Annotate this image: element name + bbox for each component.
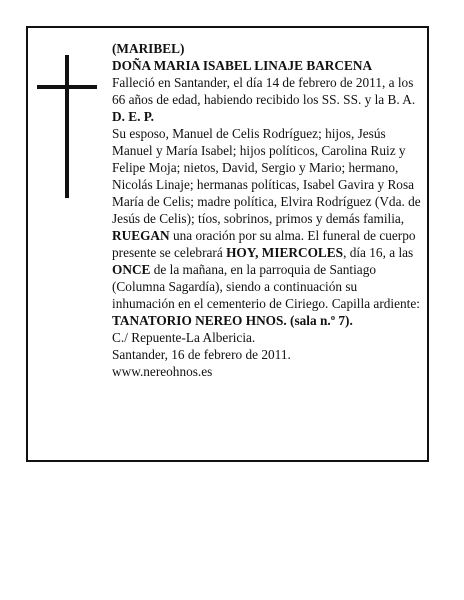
request-verb: RUEGAN (112, 228, 170, 243)
chapel-address: C./ Repuente-La Albericia. (112, 330, 256, 345)
funeral-details (112, 227, 422, 329)
rest-in-peace: D. E. P. (112, 109, 154, 124)
request-text-3: de la mañana, en la parroquia de Santiago (Columna Sagardía), siendo a continuación su inhumación en el cementerio de Ciriego. Capilla ardiente: (112, 262, 420, 311)
cross-icon (65, 55, 69, 198)
obituary-text (112, 40, 422, 380)
deceased-name: DOÑA MARIA ISABEL LINAJE BARCENA (112, 58, 373, 73)
death-details: Falleció en Santander, el día 14 de febrero de 2011, a los 66 años de edad, habiendo recibido los SS. SS. y la B. A. (112, 75, 416, 107)
request-text-1: una oración por su alma. El funeral de cuerpo presente se celebrará (112, 228, 416, 260)
nickname: (MARIBEL) (112, 41, 185, 56)
chapel-name: TANATORIO NEREO HNOS. (sala n.º 7). (112, 313, 353, 328)
dateline: Santander, 16 de febrero de 2011. (112, 347, 291, 362)
website: www.nereohnos.es (112, 364, 213, 379)
family-list: Su esposo, Manuel de Celis Rodríguez; hijos, Jesús Manuel y María Isabel; hijos políticos, Carolina Ruiz y Felipe Moja; nietos, David, Sergio y Mario; hermano, Nicolás Linaje; hermanas políticas, Isabel Gavira y Rosa María de Celis; madre política, Elvira Rodríguez (Vda. de Jesús de Celis); tíos, sobrinos, primos y demás familia, (112, 126, 421, 226)
funeral-day: HOY, MIERCOLES (226, 245, 344, 260)
cross-icon-bar (37, 85, 97, 89)
request-text-2: , día 16, a las (343, 245, 414, 260)
funeral-hour: ONCE (112, 262, 151, 277)
